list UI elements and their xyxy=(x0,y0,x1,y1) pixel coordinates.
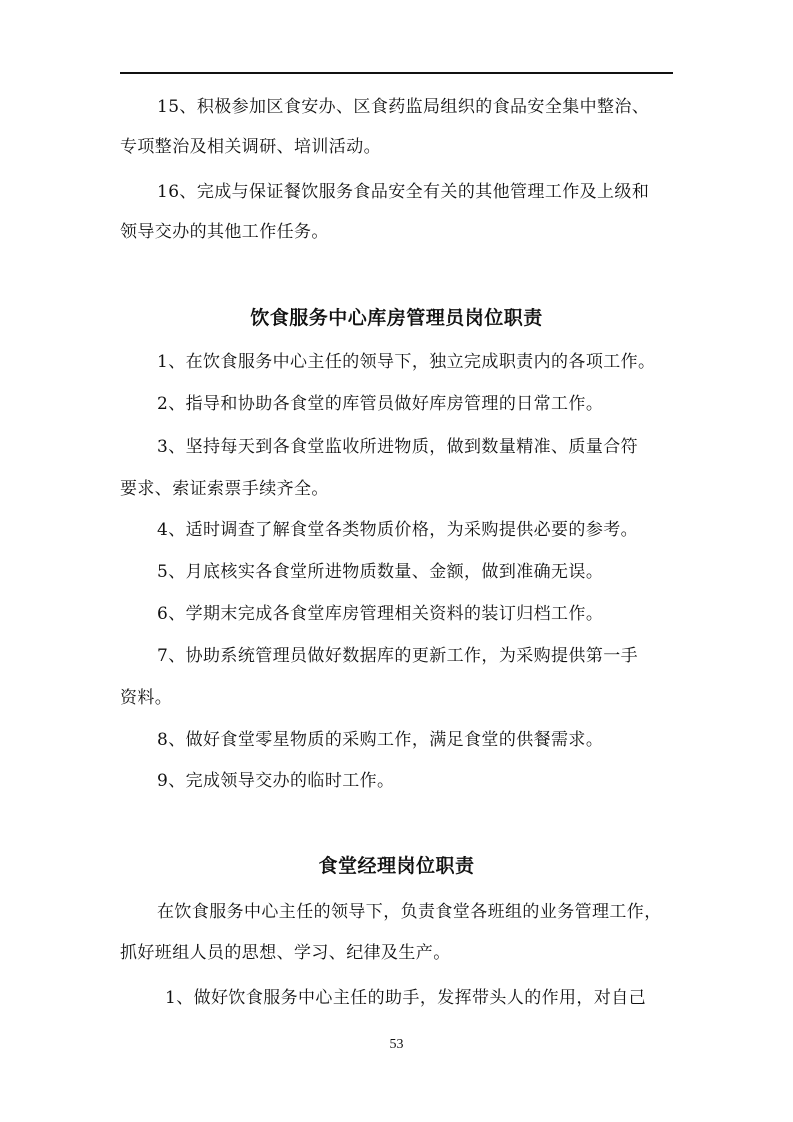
list-item: 2、指导和协助各食堂的库管员做好库房管理的日常工作。 xyxy=(157,394,604,414)
list-item: 4、适时调查了解食堂各类物质价格，为采购提供必要的参考。 xyxy=(157,520,639,540)
section-title-canteen-manager: 食堂经理岗位职责 xyxy=(318,855,475,877)
list-item: 6、学期末完成各食堂库房管理相关资料的装订归档工作。 xyxy=(157,604,604,624)
list-item: 7、协助系统管理员做好数据库的更新工作，为采购提供第一手 xyxy=(157,646,639,666)
page-number: 53 xyxy=(389,1037,404,1052)
section-title-warehouse-keeper: 饮食服务中心库房管理员岗位职责 xyxy=(250,307,543,329)
paragraph-line: 领导交办的其他工作任务。 xyxy=(120,222,329,242)
list-item: 1、做好饮食服务中心主任的助手，发挥带头人的作用，对自己 xyxy=(165,988,647,1008)
list-item-continuation: 要求、索证索票手续齐全。 xyxy=(120,479,329,499)
list-item: 1、在饮食服务中心主任的领导下，独立完成职责内的各项工作。 xyxy=(157,352,656,372)
paragraph-line: 16、完成与保证餐饮服务食品安全有关的其他管理工作及上级和 xyxy=(157,182,650,202)
paragraph-line: 15、积极参加区食安办、区食药监局组织的食品安全集中整治、 xyxy=(157,97,650,117)
list-item: 5、月底核实各食堂所进物质数量、金额，做到准确无误。 xyxy=(157,562,604,582)
paragraph-line: 在饮食服务中心主任的领导下，负责食堂各班组的业务管理工作， xyxy=(157,902,662,922)
paragraph-line: 抓好班组人员的思想、学习、纪律及生产。 xyxy=(120,943,451,963)
list-item: 8、做好食堂零星物质的采购工作，满足食堂的供餐需求。 xyxy=(157,730,604,750)
list-item: 3、坚持每天到各食堂监收所进物质，做到数量精准、质量合符 xyxy=(157,437,639,457)
paragraph-line: 专项整治及相关调研、培训活动。 xyxy=(120,137,381,157)
list-item: 9、完成领导交办的临时工作。 xyxy=(157,771,395,791)
header-rule xyxy=(120,72,673,74)
list-item-continuation: 资料。 xyxy=(120,688,173,708)
